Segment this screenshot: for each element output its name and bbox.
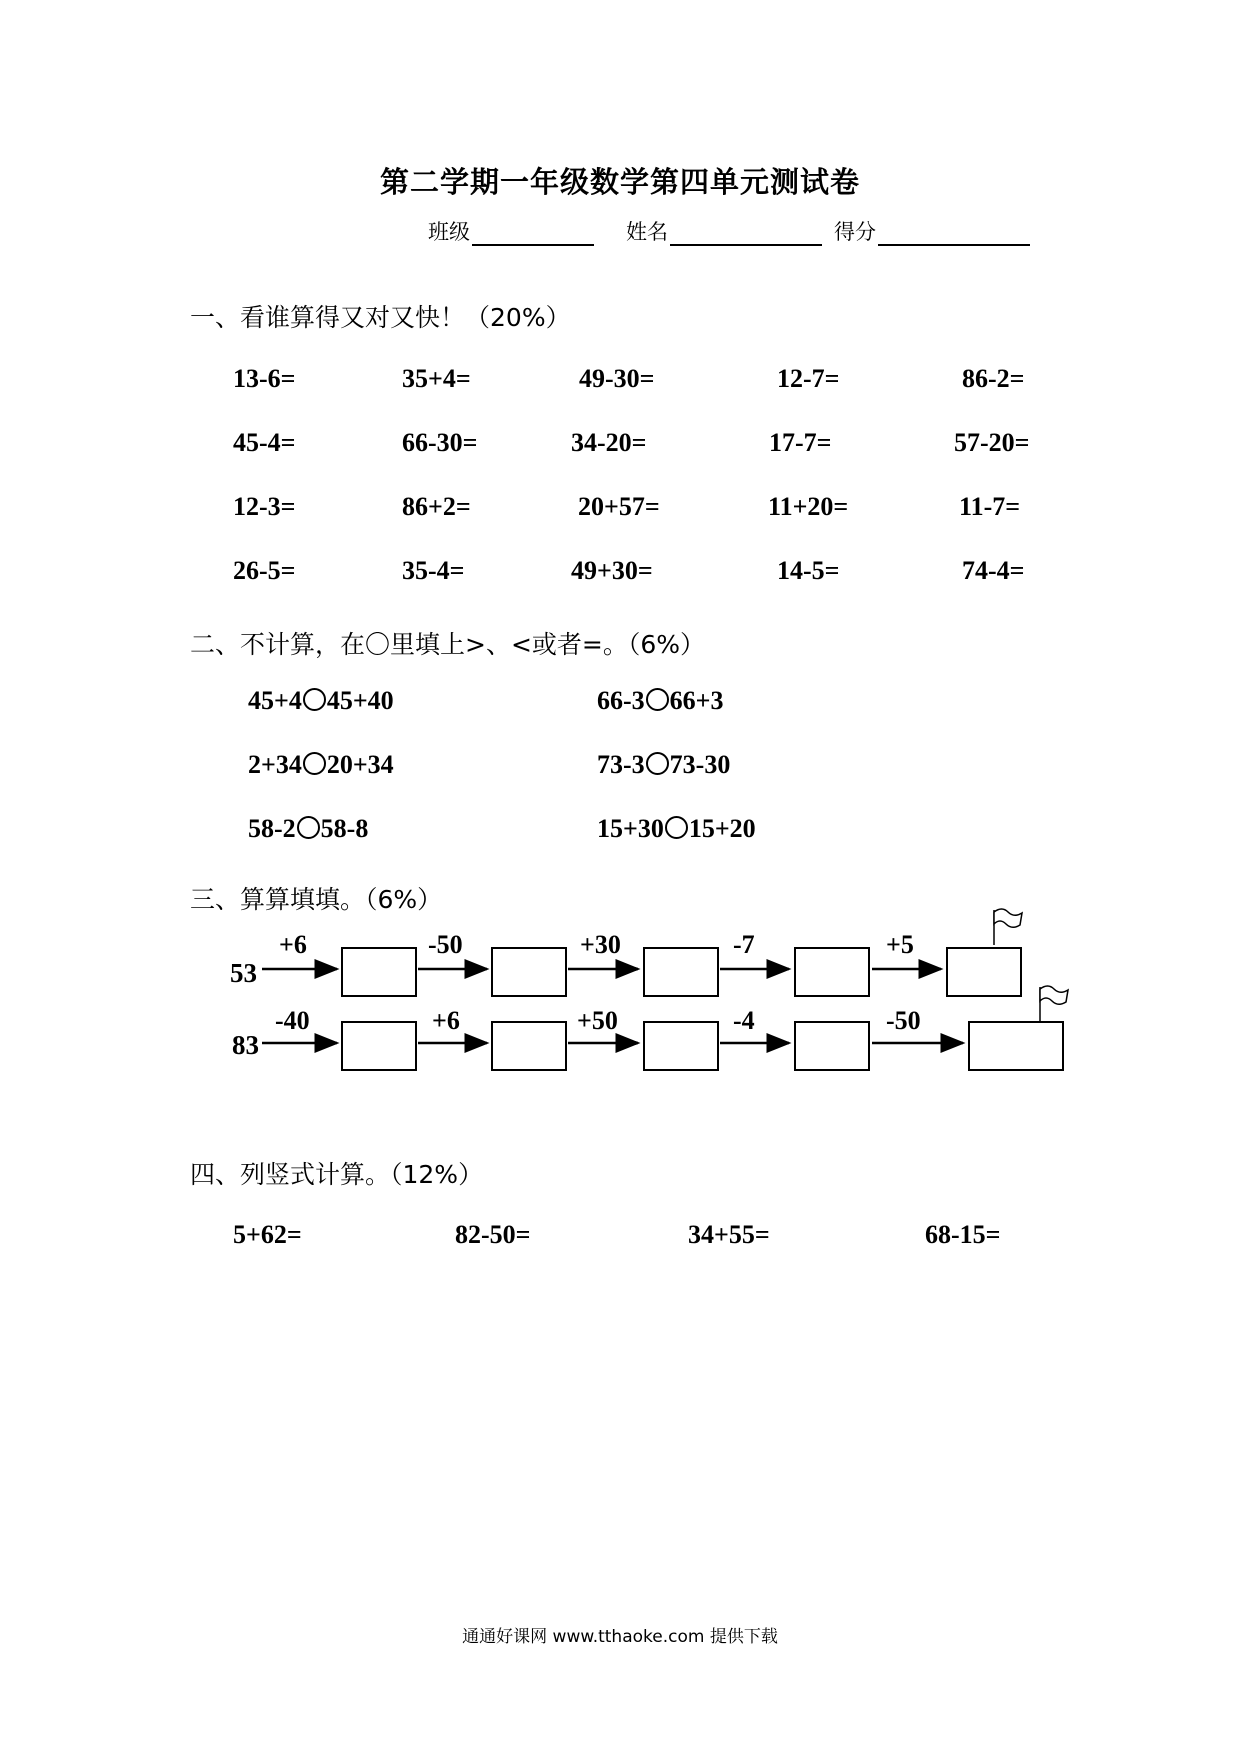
answer-box[interactable] — [643, 1021, 719, 1071]
class-label: 班级 — [428, 220, 470, 244]
compare-right: 45+40 — [326, 686, 394, 715]
answer-box[interactable] — [491, 1021, 567, 1071]
section4-heading: 四、列竖式计算。（12%） — [190, 1160, 484, 1189]
chain2-op: +6 — [432, 1006, 460, 1035]
section1-heading: 一、看谁算得又对又快！（20%） — [190, 303, 571, 332]
answer-box[interactable] — [946, 947, 1022, 997]
chain1-op: +5 — [886, 930, 914, 959]
chain2-op: +50 — [577, 1006, 618, 1035]
compare-right: 15+20 — [688, 814, 756, 843]
problem: 57-20= — [954, 428, 1030, 457]
compare-right: 66+3 — [669, 686, 724, 715]
problem: 17-7= — [769, 428, 832, 457]
problem: 13-6= — [233, 364, 296, 393]
answer-box[interactable] — [341, 947, 417, 997]
compare-left: 2+34 — [248, 750, 302, 779]
chain2-op: -50 — [886, 1006, 921, 1035]
problem: 45-4= — [233, 428, 296, 457]
problem: 49-30= — [579, 364, 655, 393]
problem: 66-30= — [402, 428, 478, 457]
footer-text: 通通好课网 www.tthaoke.com 提供下载 — [462, 1627, 778, 1647]
chain1-op: -7 — [733, 930, 755, 959]
answer-box[interactable] — [341, 1021, 417, 1071]
problem: 12-3= — [233, 492, 296, 521]
chain2-op: -40 — [275, 1006, 310, 1035]
problem: 86-2= — [962, 364, 1025, 393]
compare-left: 45+4 — [248, 686, 302, 715]
answer-box[interactable] — [643, 947, 719, 997]
compare-left: 15+30 — [597, 814, 664, 843]
vertical-problem: 5+62= — [233, 1220, 302, 1249]
chain1-op: +30 — [580, 930, 621, 959]
problem: 20+57= — [578, 492, 660, 521]
flag-icon — [1040, 986, 1068, 1022]
answer-box[interactable] — [491, 947, 567, 997]
problem: 49+30= — [571, 556, 653, 585]
compare-right: 73-30 — [669, 750, 731, 779]
vertical-problem: 68-15= — [925, 1220, 1001, 1249]
compare-left: 66-3 — [597, 686, 645, 715]
problem: 74-4= — [962, 556, 1025, 585]
answer-box[interactable] — [968, 1021, 1064, 1071]
problem: 34-20= — [571, 428, 647, 457]
problem: 11+20= — [768, 492, 849, 521]
problem: 26-5= — [233, 556, 296, 585]
problem: 11-7= — [959, 492, 1021, 521]
chain1-op: +6 — [279, 930, 307, 959]
compare-right: 58-8 — [320, 814, 369, 843]
compare-left: 58-2 — [248, 814, 296, 843]
problem: 86+2= — [402, 492, 471, 521]
problem: 14-5= — [777, 556, 840, 585]
chain1-start: 53 — [230, 958, 257, 988]
vertical-problem: 82-50= — [455, 1220, 531, 1249]
problem: 35+4= — [402, 364, 471, 393]
name-label: 姓名 — [626, 220, 668, 244]
vertical-problem: 34+55= — [688, 1220, 770, 1249]
section3-heading: 三、算算填填。（6%） — [190, 885, 443, 914]
answer-box[interactable] — [794, 947, 870, 997]
chain2-start: 83 — [232, 1030, 259, 1060]
problem: 35-4= — [402, 556, 465, 585]
flag-icon — [994, 909, 1022, 945]
score-label: 得分 — [834, 220, 876, 244]
answer-box[interactable] — [794, 1021, 870, 1071]
page-title: 第二学期一年级数学第四单元测试卷 — [379, 165, 860, 199]
chain2-op: -4 — [733, 1006, 755, 1035]
problem: 12-7= — [777, 364, 840, 393]
compare-right: 20+34 — [326, 750, 394, 779]
section2-heading: 二、不计算，在〇里填上>、<或者=。（6%） — [190, 630, 706, 659]
chain1-op: -50 — [428, 930, 463, 959]
compare-left: 73-3 — [597, 750, 645, 779]
